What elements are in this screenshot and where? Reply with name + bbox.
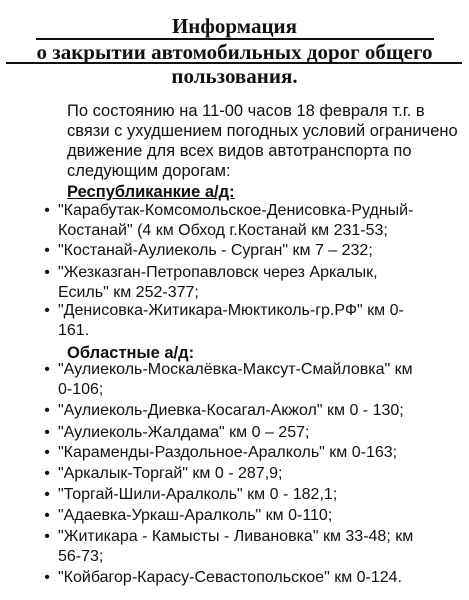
republican-roads-heading: Республиканкие а/д: [67,183,235,201]
road-text: "Адаевка-Уркаш-Аралколь" км 0-110; [58,507,333,524]
list-item [44,241,430,261]
document-title: Информация [171,14,298,38]
bullet-icon: • [44,569,50,586]
list-item [44,568,430,588]
list-item [44,485,430,505]
road-text: "Житикара - Камысты - Ливановка" км 33-48; км 56-73; [58,528,414,565]
bullet-icon: • [44,202,50,219]
road-text: "Денисовка-Житикара-Мюктиколь-гр.РФ" км 0-161. [58,302,404,339]
road-text: "Аулиеколь-Диевка-Косагал-Акжол" км 0 - 130; [58,402,404,419]
list-item [44,360,430,400]
road-text: "Койбагор-Карасу-Севастопольское" км 0-124. [58,569,402,586]
bullet-icon: • [44,264,50,281]
list-item [44,423,430,443]
intro-line-1: По состоянию на 11-00 часов 18 февраля т.г. в [67,102,425,120]
list-item [44,301,430,341]
bullet-icon: • [44,424,50,441]
intro-line-3: движение для всех видов автотранспорта по [67,142,412,160]
list-item [44,201,430,241]
intro-line-4: следующим дорогам: [67,162,231,180]
road-text: "Аркалык-Торгай" км 0 - 287,9; [58,465,283,482]
regional-roads-heading: Областные а/д: [67,344,195,362]
list-item [44,401,430,421]
road-text: "Аулиеколь-Жалдама" км 0 – 257; [58,424,310,441]
list-item [44,506,430,526]
list-item [44,527,430,567]
list-item [44,464,430,484]
road-text: "Торгай-Шили-Аралколь" км 0 - 182,1; [58,486,338,503]
road-text: "Жезказган-Петропавловск через Аркалык, Есиль" км 252-377; [58,264,378,301]
bullet-icon: • [44,528,50,545]
bullet-icon: • [44,242,50,259]
list-item [44,263,430,303]
document-subtitle-line-2: пользования. [171,64,298,88]
road-text: "Карабутак-Комсомольское-Денисовка-Рудный-Костанай" (4 км Обход г.Костанай км 231-53; [58,202,414,239]
list-item [44,443,430,463]
bullet-icon: • [44,361,50,378]
road-text: "Аулиеколь-Москалёвка-Максут-Смайловка" км 0-106; [58,361,413,398]
road-text: "Караменды-Раздольное-Аралколь" км 0-163; [58,444,398,461]
bullet-icon: • [44,444,50,461]
bullet-icon: • [44,507,50,524]
bullet-icon: • [44,486,50,503]
bullet-icon: • [44,465,50,482]
road-text: "Костанай-Аулиеколь - Сурган" км 7 – 232; [58,242,373,259]
bullet-icon: • [44,302,50,319]
intro-paragraph [67,101,458,181]
document-subtitle-line-1: о закрытии автомобильных дорог общего [36,40,433,64]
bullet-icon: • [44,402,50,419]
intro-line-2: связи с ухудшением погодных условий ограничено [67,122,458,140]
